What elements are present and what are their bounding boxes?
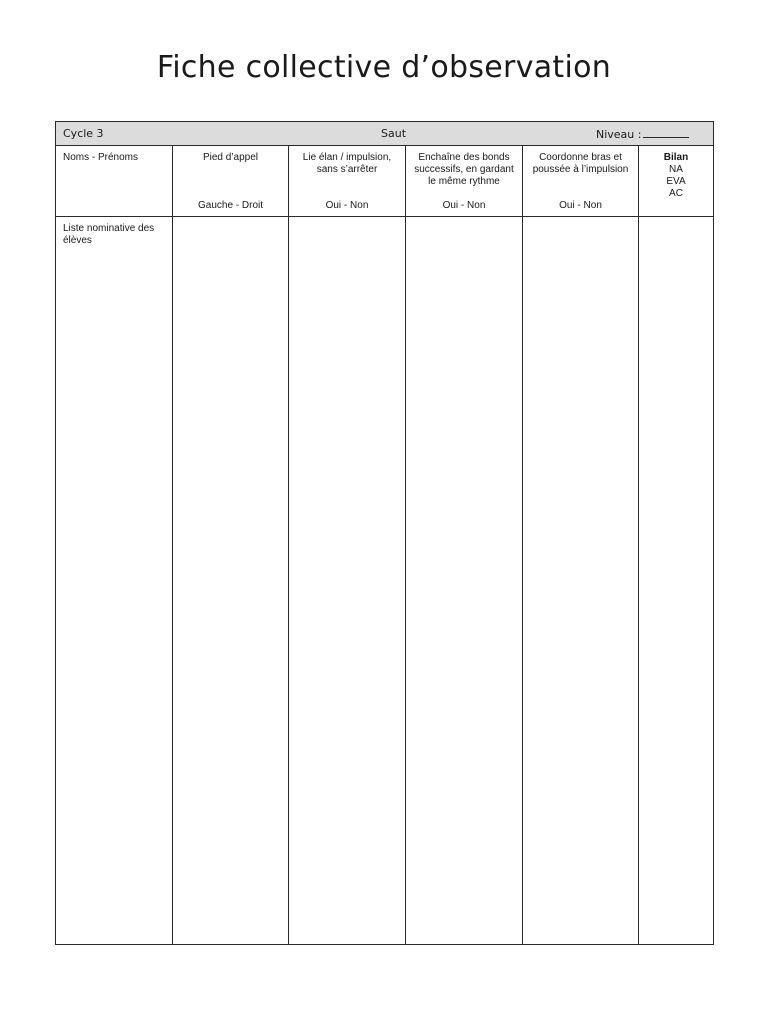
cycle-label: Cycle 3 (63, 127, 104, 140)
observation-table (55, 121, 714, 945)
label-line: Liste nominative des (63, 223, 155, 234)
column-options-lie-elan: Oui - Non (325, 200, 369, 211)
label-line: élèves (63, 235, 92, 246)
bilan-level: AC (669, 188, 683, 199)
table-title-bar (56, 122, 713, 146)
header-line: poussée à l’impulsion (532, 164, 629, 175)
header-line: Lie élan / impulsion, (302, 152, 392, 163)
page-title: Fiche collective d’observation (156, 50, 612, 85)
column-options-coordonne-bras: Oui - Non (559, 200, 602, 211)
column-header-lie-elan (289, 152, 405, 176)
column-header-names: Noms - Prénoms (63, 152, 139, 163)
column-header-bilan (639, 152, 713, 200)
niveau-label: Niveau : (596, 128, 642, 141)
header-line: Enchaîne des bonds (418, 152, 510, 163)
header-line: successifs, en gardant (414, 164, 514, 175)
column-options-enchaine-bonds: Oui - Non (442, 200, 486, 211)
bilan-title: Bilan (663, 152, 689, 163)
column-header-enchaine-bonds (406, 152, 522, 188)
header-line: sans s’arrêter (316, 164, 378, 175)
header-line: le même rythme (428, 176, 500, 187)
bilan-level: NA (669, 164, 683, 175)
column-header-pied-appel: Pied d’appel (202, 152, 259, 163)
student-list-label (63, 223, 171, 247)
niveau-field (596, 127, 689, 142)
header-divider (56, 216, 713, 217)
header-line: Coordonne bras et (539, 152, 622, 163)
column-divider (405, 146, 406, 944)
column-header-coordonne-bras (523, 152, 638, 176)
column-divider (172, 146, 173, 944)
activity-label: Saut (381, 127, 407, 140)
column-options-pied-appel: Gauche - Droit (197, 200, 264, 211)
niveau-blank-line (643, 127, 689, 138)
column-divider (288, 146, 289, 944)
column-divider (638, 146, 639, 944)
bilan-level: EVA (666, 176, 686, 187)
column-divider (522, 146, 523, 944)
